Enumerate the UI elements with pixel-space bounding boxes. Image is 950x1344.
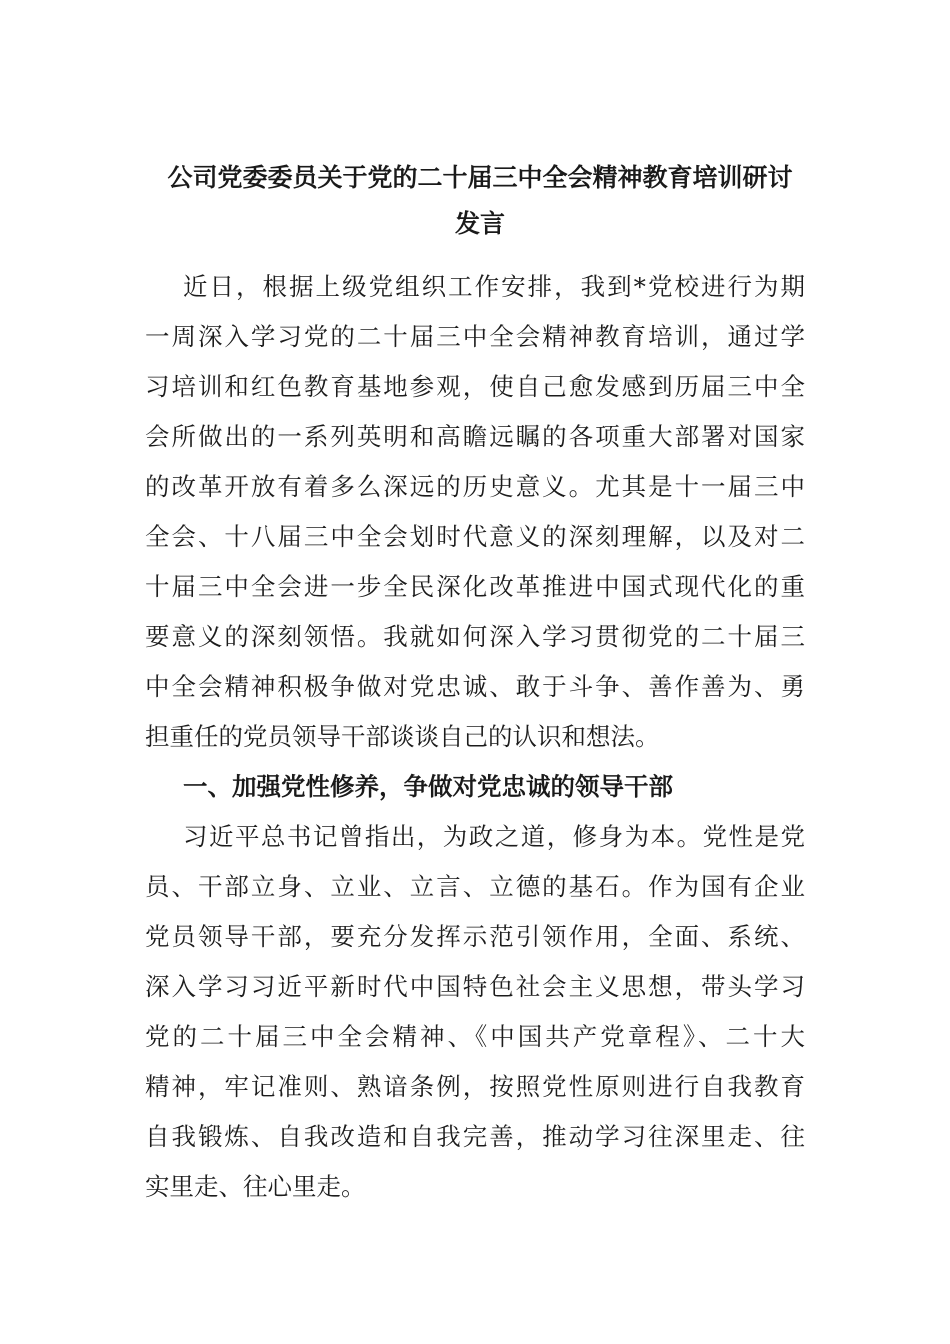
paragraph-2-line: 实里走、往心里走。 bbox=[145, 1172, 366, 1201]
paragraph-1-line: 要意义的深刻领悟。我就如何深入学习贯彻党的二十届三 bbox=[145, 622, 805, 651]
paragraph-1-line: 全会、十八届三中全会划时代意义的深刻理解，以及对二 bbox=[145, 522, 805, 551]
paragraph-1-line: 近日，根据上级党组织工作安排，我到*党校进行为期 bbox=[183, 272, 805, 301]
paragraph-2-line: 深入学习习近平新时代中国特色社会主义思想，带头学习 bbox=[145, 972, 805, 1001]
paragraph-2-line: 员、干部立身、立业、立言、立德的基石。作为国有企业 bbox=[145, 872, 805, 901]
paragraph-2-line: 自我锻炼、自我改造和自我完善，推动学习往深里走、往 bbox=[145, 1122, 805, 1151]
paragraph-1-line: 会所做出的一系列英明和高瞻远瞩的各项重大部署对国家 bbox=[145, 422, 805, 451]
paragraph-1-line: 的改革开放有着多么深远的历史意义。尤其是十一届三中 bbox=[145, 472, 805, 501]
paragraph-2-line: 党的二十届三中全会精神、《中国共产党章程》、二十大 bbox=[145, 1022, 805, 1051]
paragraph-2-line: 习近平总书记曾指出，为政之道，修身为本。党性是党 bbox=[183, 822, 805, 851]
paragraph-1-line: 习培训和红色教育基地参观，使自己愈发感到历届三中全 bbox=[145, 372, 805, 401]
document-title-line-2: 发言 bbox=[454, 209, 505, 238]
paragraph-1-line: 一周深入学习党的二十届三中全会精神教育培训，通过学 bbox=[145, 322, 805, 351]
section-heading-1: 一、加强党性修养，争做对党忠诚的领导干部 bbox=[183, 772, 673, 801]
paragraph-2-line: 精神，牢记准则、熟谙条例，按照党性原则进行自我教育 bbox=[145, 1072, 805, 1101]
paragraph-1-line: 中全会精神积极争做对党忠诚、敢于斗争、善作善为、勇 bbox=[145, 672, 805, 701]
document-title-line-1: 公司党委委员关于党的二十届三中全会精神教育培训研讨 bbox=[167, 163, 793, 192]
paragraph-1-line: 十届三中全会进一步全民深化改革推进中国式现代化的重 bbox=[145, 572, 805, 601]
paragraph-2-line: 党员领导干部，要充分发挥示范引领作用，全面、系统、 bbox=[145, 922, 805, 951]
paragraph-1-line: 担重任的党员领导干部谈谈自己的认识和想法。 bbox=[145, 722, 660, 751]
